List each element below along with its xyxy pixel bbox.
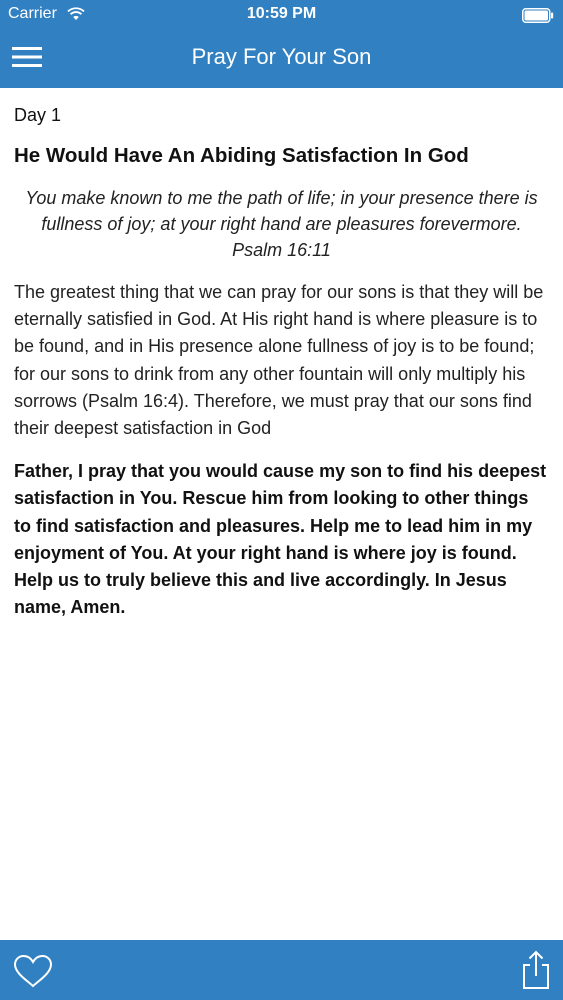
bottom-toolbar <box>0 940 563 1000</box>
devotion-content <box>14 88 549 621</box>
prayer-text: Father, I pray that you would cause my son to find his deepest satisfaction in You. Rescue him from looking to other things to find satisfaction and pleasures. Help me to lead him in my enjoyment of You. At your right hand is where joy is found. Help us to truly believe this and live accordingly. In Jesus name, Amen. <box>14 461 547 618</box>
top-bar <box>0 0 563 88</box>
scripture-reference: Psalm 16:11 <box>232 240 331 260</box>
battery-icon <box>522 8 554 23</box>
share-icon[interactable] <box>520 950 552 990</box>
devotion-heading: He Would Have An Abiding Satisfaction In God <box>14 144 469 167</box>
scripture-verse: You make known to me the path of life; in your presence there is fullness of joy; at your right hand are pleasures forevermore. <box>25 188 538 234</box>
carrier-label: Carrier <box>8 5 57 22</box>
day-label: Day 1 <box>14 105 62 125</box>
page-title: Pray For Your Son <box>191 44 372 69</box>
status-time: 10:59 PM <box>246 5 317 22</box>
heart-icon[interactable] <box>13 954 53 988</box>
devotion-body: The greatest thing that we can pray for our sons is that they will be eternally satisfied in God. At His right hand is where pleasure is to be found, and in His presence alone fullness of joy is to be found; for our sons to drink from any other fountain will only multiply his sorrows (Psalm 16:4). Therefore, we must pray that our sons find their deepest satisfaction in God <box>14 282 544 439</box>
navigation-bar <box>0 30 563 88</box>
status-bar <box>0 0 563 30</box>
